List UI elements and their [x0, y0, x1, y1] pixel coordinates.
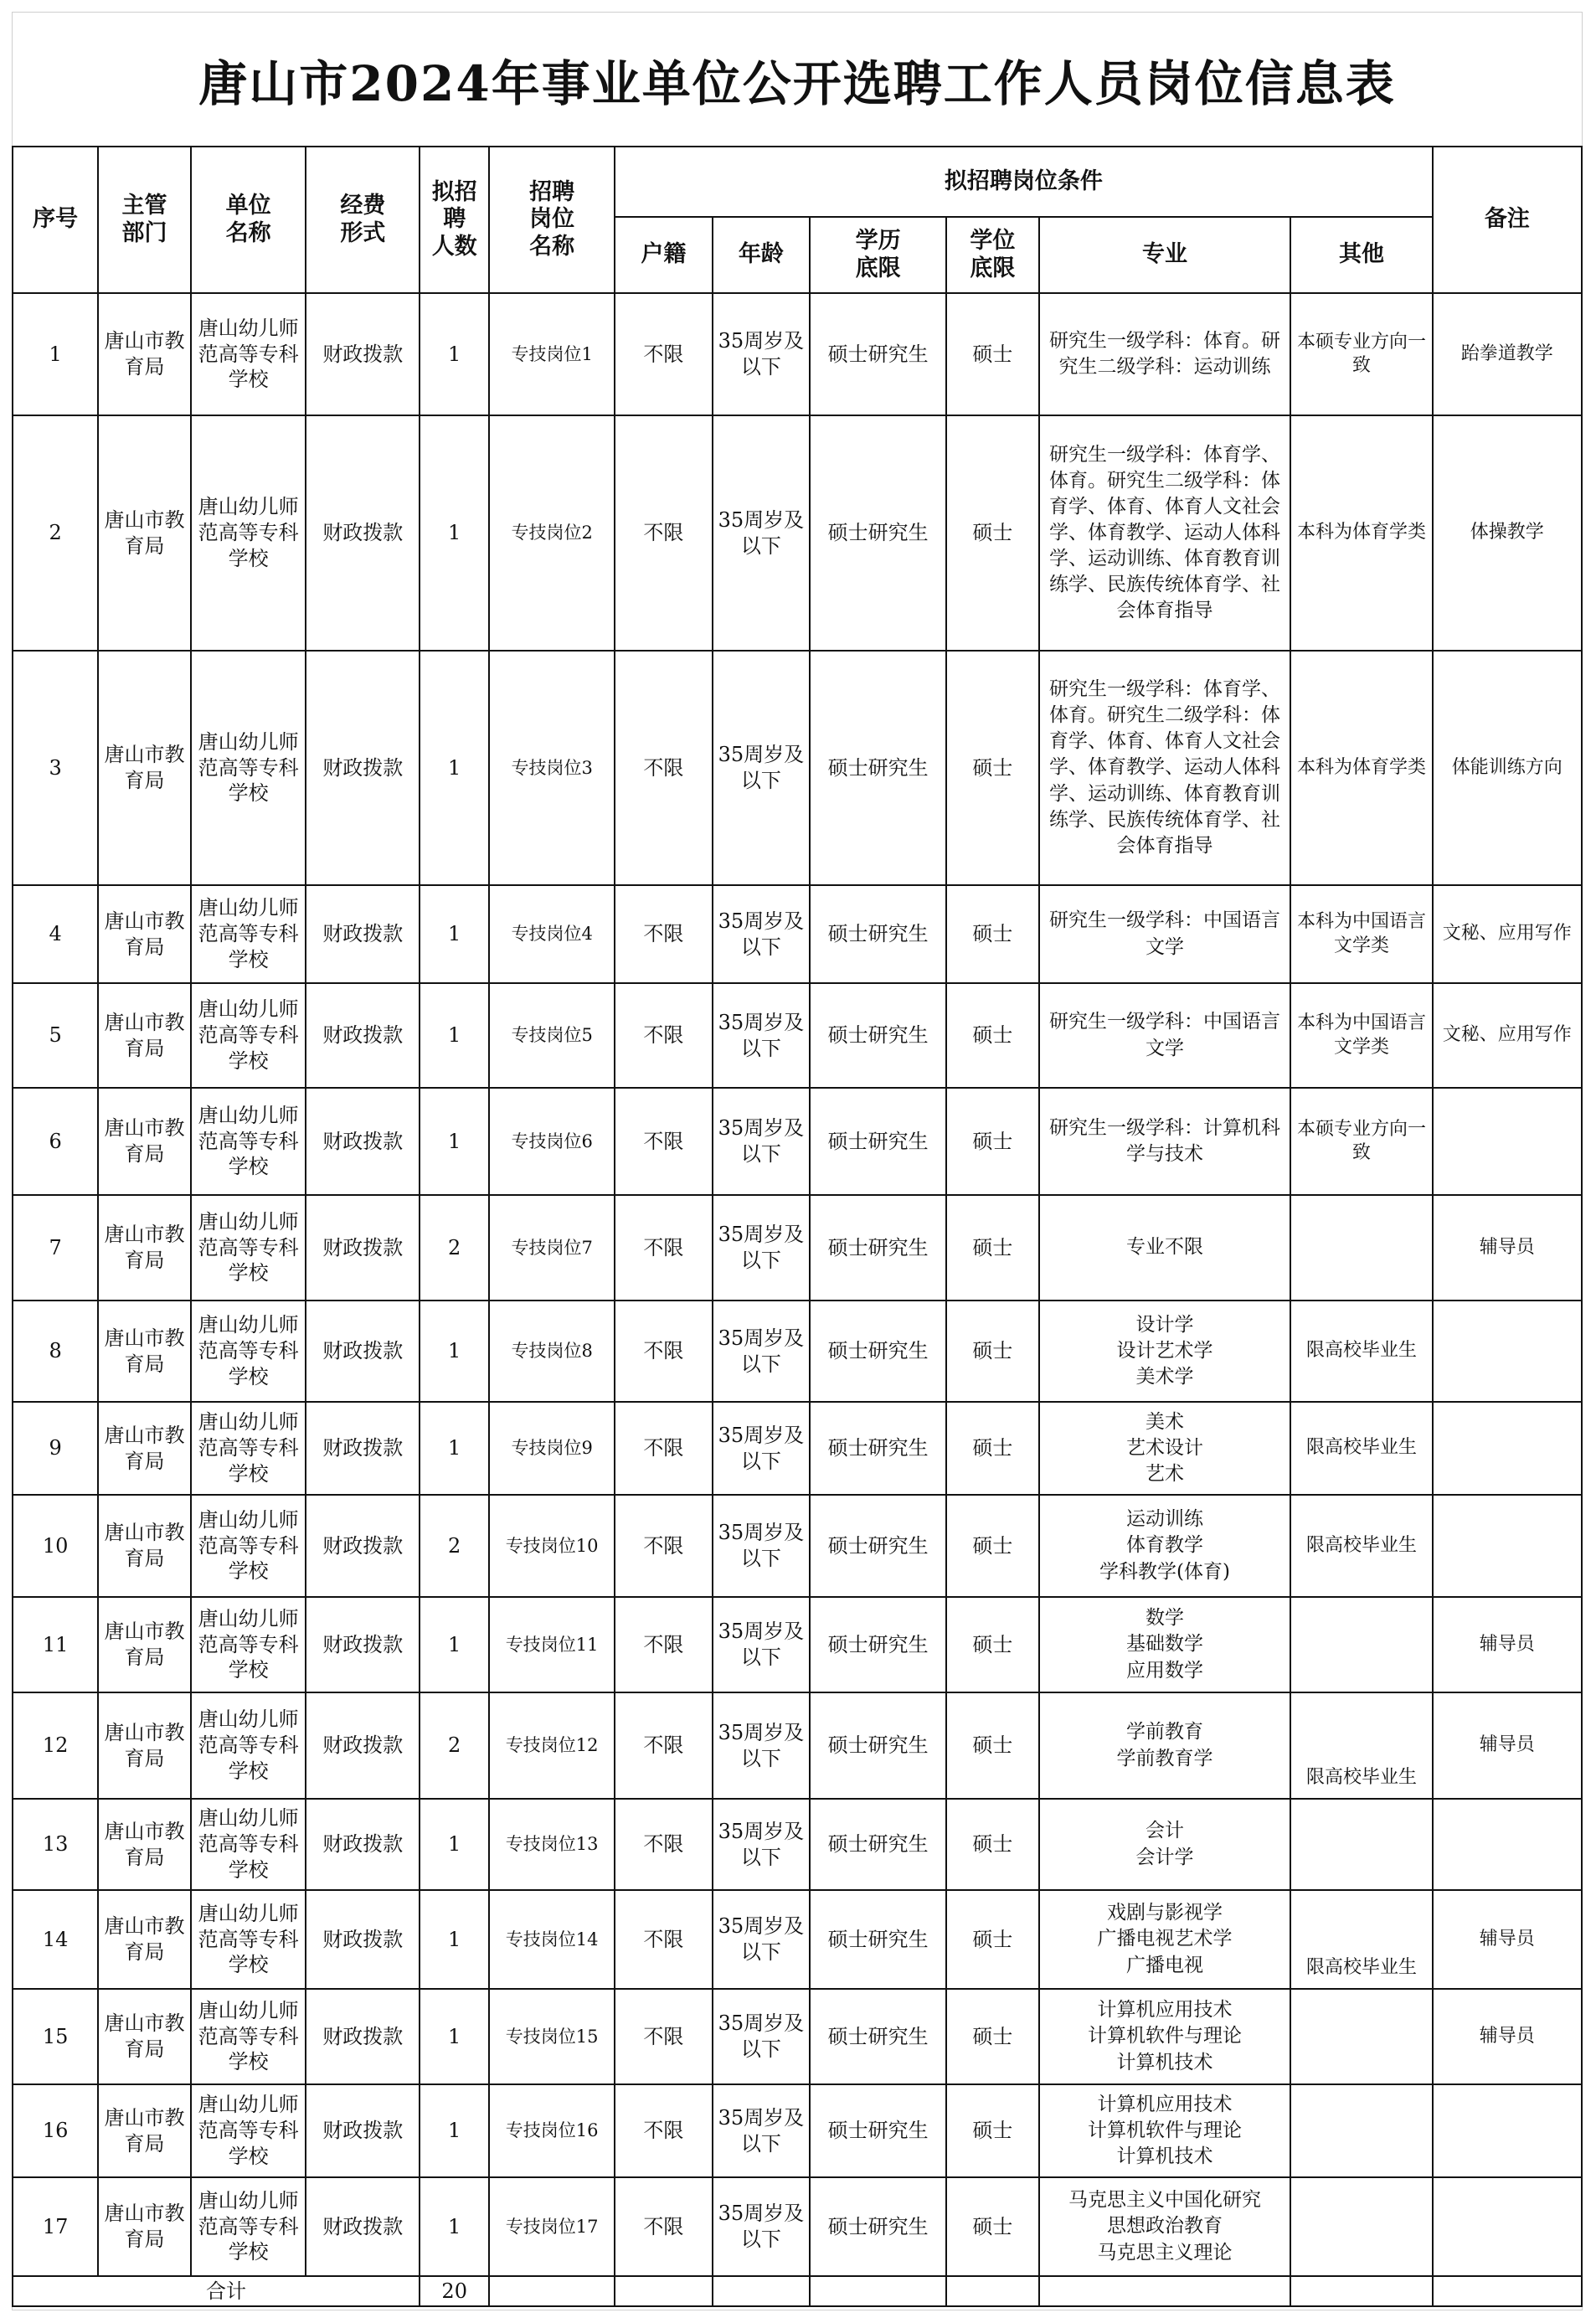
cell-degree: 硕士: [946, 885, 1038, 983]
cell-fund: 财政拨款: [306, 1692, 420, 1799]
header-count: [420, 147, 489, 293]
cell-other: [1290, 1195, 1432, 1301]
cell-post: 专技岗位9: [489, 1402, 615, 1495]
cell-major: 数学 基础数学 应用数学: [1039, 1597, 1291, 1692]
table-row: [13, 1597, 1582, 1692]
cell-hukou: 不限: [615, 983, 712, 1088]
cell-edu: 硕士研究生: [810, 1495, 946, 1597]
cell-other: 本科为体育学类: [1290, 415, 1432, 651]
cell-unit: 唐山幼儿师范高等专科学校: [191, 293, 306, 415]
total-empty-hukou: [615, 2276, 712, 2306]
header-dept-text: 主管 部门: [121, 193, 167, 246]
cell-seq: 11: [13, 1597, 98, 1692]
cell-post: 专技岗位12: [489, 1692, 615, 1799]
table-row: [13, 1195, 1582, 1301]
cell-major: 学前教育 学前教育学: [1039, 1692, 1291, 1799]
cell-unit: 唐山幼儿师范高等专科学校: [191, 1799, 306, 1890]
header-unit: [191, 147, 306, 293]
header-count-text: 拟招 聘 人数: [431, 178, 477, 260]
cell-unit: 唐山幼儿师范高等专科学校: [191, 1692, 306, 1799]
cell-dept: 唐山市教育局: [98, 2084, 190, 2177]
header-other: 其他: [1290, 217, 1432, 293]
total-empty-other: [1290, 2276, 1432, 2306]
cell-degree: 硕士: [946, 1692, 1038, 1799]
cell-hukou: 不限: [615, 415, 712, 651]
table-row: [13, 1301, 1582, 1402]
cell-unit: 唐山幼儿师范高等专科学校: [191, 415, 306, 651]
cell-fund: 财政拨款: [306, 2084, 420, 2177]
table-row: [13, 2177, 1582, 2276]
cell-hukou: 不限: [615, 1799, 712, 1890]
cell-age: 35周岁及以下: [713, 415, 810, 651]
cell-age: 35周岁及以下: [713, 1088, 810, 1195]
cell-major: 研究生一级学科：中国语言文学: [1039, 983, 1291, 1088]
cell-age: 35周岁及以下: [713, 651, 810, 885]
cell-dept: 唐山市教育局: [98, 651, 190, 885]
cell-other: [1290, 1597, 1432, 1692]
cell-edu: 硕士研究生: [810, 415, 946, 651]
total-row: [13, 2276, 1582, 2306]
cell-degree: 硕士: [946, 983, 1038, 1088]
cell-unit: 唐山幼儿师范高等专科学校: [191, 651, 306, 885]
cell-other: 限高校毕业生: [1290, 1692, 1432, 1799]
cell-edu: 硕士研究生: [810, 2177, 946, 2276]
cell-other: 限高校毕业生: [1290, 1890, 1432, 1989]
cell-count: 1: [420, 1402, 489, 1495]
total-label: 合计: [13, 2276, 420, 2306]
header-dept: [98, 147, 190, 293]
cell-other: 本科为体育学类: [1290, 651, 1432, 885]
cell-count: 2: [420, 1495, 489, 1597]
cell-fund: 财政拨款: [306, 1301, 420, 1402]
cell-post: 专技岗位7: [489, 1195, 615, 1301]
cell-note: 体操教学: [1433, 415, 1582, 651]
recruitment-sheet: [12, 12, 1583, 2310]
table-row: [13, 885, 1582, 983]
cell-age: 35周岁及以下: [713, 1195, 810, 1301]
cell-count: 1: [420, 415, 489, 651]
header-edu-text: 学历 底限: [855, 228, 901, 281]
cell-fund: 财政拨款: [306, 1890, 420, 1989]
cell-other: 本科为中国语言文学类: [1290, 983, 1432, 1088]
cell-unit: 唐山幼儿师范高等专科学校: [191, 1402, 306, 1495]
cell-count: 1: [420, 1989, 489, 2084]
total-empty-edu: [810, 2276, 946, 2306]
cell-count: 1: [420, 651, 489, 885]
cell-count: 1: [420, 1597, 489, 1692]
cell-age: 35周岁及以下: [713, 293, 810, 415]
cell-count: 1: [420, 2177, 489, 2276]
cell-hukou: 不限: [615, 1195, 712, 1301]
cell-unit: 唐山幼儿师范高等专科学校: [191, 2177, 306, 2276]
cell-major: 研究生一级学科：中国语言文学: [1039, 885, 1291, 983]
cell-hukou: 不限: [615, 1402, 712, 1495]
cell-other: [1290, 1799, 1432, 1890]
cell-fund: 财政拨款: [306, 885, 420, 983]
cell-age: 35周岁及以下: [713, 2177, 810, 2276]
cell-fund: 财政拨款: [306, 1989, 420, 2084]
cell-fund: 财政拨款: [306, 2177, 420, 2276]
cell-edu: 硕士研究生: [810, 1301, 946, 1402]
cell-age: 35周岁及以下: [713, 2084, 810, 2177]
total-empty-degree: [946, 2276, 1038, 2306]
table-row: [13, 1799, 1582, 1890]
cell-unit: 唐山幼儿师范高等专科学校: [191, 1195, 306, 1301]
cell-age: 35周岁及以下: [713, 1890, 810, 1989]
cell-degree: 硕士: [946, 1195, 1038, 1301]
cell-fund: 财政拨款: [306, 1088, 420, 1195]
page-title: 唐山市2024年事业单位公开选聘工作人员岗位信息表: [198, 54, 1396, 112]
cell-post: 专技岗位4: [489, 885, 615, 983]
header-age: 年龄: [713, 217, 810, 293]
cell-fund: 财政拨款: [306, 1597, 420, 1692]
cell-seq: 1: [13, 293, 98, 415]
cell-hukou: 不限: [615, 651, 712, 885]
cell-unit: 唐山幼儿师范高等专科学校: [191, 1088, 306, 1195]
cell-other: 本科为中国语言文学类: [1290, 885, 1432, 983]
cell-seq: 2: [13, 415, 98, 651]
cell-age: 35周岁及以下: [713, 1799, 810, 1890]
cell-other: 限高校毕业生: [1290, 1301, 1432, 1402]
cell-seq: 7: [13, 1195, 98, 1301]
cell-note: 文秘、应用写作: [1433, 983, 1582, 1088]
cell-seq: 10: [13, 1495, 98, 1597]
table-row: [13, 293, 1582, 415]
cell-degree: 硕士: [946, 651, 1038, 885]
table-row: [13, 1088, 1582, 1195]
cell-major: 美术 艺术设计 艺术: [1039, 1402, 1291, 1495]
cell-note: [1433, 1402, 1582, 1495]
cell-seq: 3: [13, 651, 98, 885]
cell-count: 1: [420, 983, 489, 1088]
cell-degree: 硕士: [946, 1989, 1038, 2084]
cell-edu: 硕士研究生: [810, 1402, 946, 1495]
cell-count: 1: [420, 1799, 489, 1890]
header-hukou: 户籍: [615, 217, 712, 293]
cell-unit: 唐山幼儿师范高等专科学校: [191, 1890, 306, 1989]
cell-other: [1290, 2084, 1432, 2177]
cell-age: 35周岁及以下: [713, 1402, 810, 1495]
cell-unit: 唐山幼儿师范高等专科学校: [191, 983, 306, 1088]
table-row: [13, 2084, 1582, 2177]
cell-unit: 唐山幼儿师范高等专科学校: [191, 1597, 306, 1692]
cell-note: 体能训练方向: [1433, 651, 1582, 885]
cell-dept: 唐山市教育局: [98, 1890, 190, 1989]
cell-major: 专业不限: [1039, 1195, 1291, 1301]
cell-note: [1433, 2084, 1582, 2177]
cell-dept: 唐山市教育局: [98, 1692, 190, 1799]
cell-note: [1433, 1301, 1582, 1402]
cell-count: 1: [420, 885, 489, 983]
cell-count: 1: [420, 293, 489, 415]
cell-age: 35周岁及以下: [713, 1495, 810, 1597]
cell-unit: 唐山幼儿师范高等专科学校: [191, 1301, 306, 1402]
cell-post: 专技岗位15: [489, 1989, 615, 2084]
cell-seq: 17: [13, 2177, 98, 2276]
cell-seq: 15: [13, 1989, 98, 2084]
table-row: [13, 1890, 1582, 1989]
cell-unit: 唐山幼儿师范高等专科学校: [191, 1495, 306, 1597]
cell-edu: 硕士研究生: [810, 1195, 946, 1301]
cell-count: 1: [420, 1301, 489, 1402]
cell-degree: 硕士: [946, 2177, 1038, 2276]
cell-seq: 5: [13, 983, 98, 1088]
cell-post: 专技岗位2: [489, 415, 615, 651]
header-degree: [946, 217, 1038, 293]
cell-dept: 唐山市教育局: [98, 2177, 190, 2276]
cell-fund: 财政拨款: [306, 1495, 420, 1597]
cell-post: 专技岗位8: [489, 1301, 615, 1402]
cell-post: 专技岗位13: [489, 1799, 615, 1890]
total-empty-post: [489, 2276, 615, 2306]
cell-note: [1433, 1088, 1582, 1195]
cell-age: 35周岁及以下: [713, 885, 810, 983]
cell-edu: 硕士研究生: [810, 1692, 946, 1799]
cell-edu: 硕士研究生: [810, 1799, 946, 1890]
cell-degree: 硕士: [946, 1495, 1038, 1597]
cell-count: 1: [420, 1088, 489, 1195]
table-row: [13, 983, 1582, 1088]
cell-other: [1290, 1989, 1432, 2084]
cell-note: 文秘、应用写作: [1433, 885, 1582, 983]
cell-note: [1433, 2177, 1582, 2276]
cell-hukou: 不限: [615, 1088, 712, 1195]
cell-major: 运动训练 体育教学 学科教学(体育): [1039, 1495, 1291, 1597]
cell-hukou: 不限: [615, 1989, 712, 2084]
cell-note: 辅导员: [1433, 1692, 1582, 1799]
header-major: 专业: [1039, 217, 1291, 293]
cell-fund: 财政拨款: [306, 651, 420, 885]
header-unit-text: 单位 名称: [225, 193, 271, 246]
header-seq: 序号: [13, 147, 98, 293]
cell-degree: 硕士: [946, 1799, 1038, 1890]
cell-seq: 6: [13, 1088, 98, 1195]
cell-seq: 9: [13, 1402, 98, 1495]
cell-hukou: 不限: [615, 2084, 712, 2177]
cell-age: 35周岁及以下: [713, 983, 810, 1088]
cell-dept: 唐山市教育局: [98, 983, 190, 1088]
cell-major: 计算机应用技术 计算机软件与理论 计算机技术: [1039, 1989, 1291, 2084]
cell-edu: 硕士研究生: [810, 651, 946, 885]
cell-seq: 14: [13, 1890, 98, 1989]
cell-major: 会计 会计学: [1039, 1799, 1291, 1890]
cell-dept: 唐山市教育局: [98, 1301, 190, 1402]
header-fund-text: 经费 形式: [340, 193, 386, 246]
cell-age: 35周岁及以下: [713, 1597, 810, 1692]
cell-dept: 唐山市教育局: [98, 1195, 190, 1301]
cell-major: 研究生一级学科：体育学、体育。研究生二级学科：体育学、体育、体育人文社会学、体育教学、运动人体科学、运动训练、体育教育训练学、民族传统体育学、社会体育指导: [1039, 415, 1291, 651]
cell-degree: 硕士: [946, 2084, 1038, 2177]
cell-age: 35周岁及以下: [713, 1301, 810, 1402]
cell-fund: 财政拨款: [306, 1799, 420, 1890]
cell-post: 专技岗位5: [489, 983, 615, 1088]
cell-seq: 16: [13, 2084, 98, 2177]
cell-dept: 唐山市教育局: [98, 415, 190, 651]
total-empty-note: [1433, 2276, 1582, 2306]
cell-edu: 硕士研究生: [810, 1088, 946, 1195]
table-row: [13, 651, 1582, 885]
cell-post: 专技岗位17: [489, 2177, 615, 2276]
total-empty-age: [713, 2276, 810, 2306]
cell-dept: 唐山市教育局: [98, 1402, 190, 1495]
cell-degree: 硕士: [946, 1890, 1038, 1989]
cell-hukou: 不限: [615, 885, 712, 983]
table-row: [13, 1402, 1582, 1495]
cell-major: 马克思主义中国化研究 思想政治教育 马克思主义理论: [1039, 2177, 1291, 2276]
cell-dept: 唐山市教育局: [98, 885, 190, 983]
header-note: 备注: [1433, 147, 1582, 293]
cell-post: 专技岗位16: [489, 2084, 615, 2177]
cell-dept: 唐山市教育局: [98, 1495, 190, 1597]
table-row: [13, 1989, 1582, 2084]
total-empty-major: [1039, 2276, 1291, 2306]
cell-other: 限高校毕业生: [1290, 1402, 1432, 1495]
cell-age: 35周岁及以下: [713, 1692, 810, 1799]
cell-dept: 唐山市教育局: [98, 1989, 190, 2084]
cell-major: 设计学 设计艺术学 美术学: [1039, 1301, 1291, 1402]
cell-degree: 硕士: [946, 1597, 1038, 1692]
cell-other: 本硕专业方向一致: [1290, 293, 1432, 415]
cell-edu: 硕士研究生: [810, 885, 946, 983]
cell-note: [1433, 1799, 1582, 1890]
position-table: [12, 146, 1583, 2307]
cell-degree: 硕士: [946, 1402, 1038, 1495]
cell-hukou: 不限: [615, 293, 712, 415]
cell-dept: 唐山市教育局: [98, 1088, 190, 1195]
cell-hukou: 不限: [615, 1890, 712, 1989]
cell-edu: 硕士研究生: [810, 1989, 946, 2084]
cell-fund: 财政拨款: [306, 1195, 420, 1301]
cell-post: 专技岗位14: [489, 1890, 615, 1989]
cell-unit: 唐山幼儿师范高等专科学校: [191, 885, 306, 983]
cell-count: 2: [420, 1195, 489, 1301]
cell-other: 本硕专业方向一致: [1290, 1088, 1432, 1195]
cell-post: 专技岗位3: [489, 651, 615, 885]
header-fund: [306, 147, 420, 293]
cell-other: [1290, 2177, 1432, 2276]
cell-seq: 13: [13, 1799, 98, 1890]
header-conditions: 拟招聘岗位条件: [615, 147, 1433, 217]
cell-hukou: 不限: [615, 2177, 712, 2276]
cell-count: 2: [420, 1692, 489, 1799]
cell-fund: 财政拨款: [306, 1402, 420, 1495]
cell-hukou: 不限: [615, 1301, 712, 1402]
cell-edu: 硕士研究生: [810, 1597, 946, 1692]
cell-major: 计算机应用技术 计算机软件与理论 计算机技术: [1039, 2084, 1291, 2177]
cell-age: 35周岁及以下: [713, 1989, 810, 2084]
cell-degree: 硕士: [946, 415, 1038, 651]
cell-note: 辅导员: [1433, 1597, 1582, 1692]
cell-post: 专技岗位1: [489, 293, 615, 415]
cell-note: 辅导员: [1433, 1989, 1582, 2084]
table-row: [13, 1692, 1582, 1799]
cell-fund: 财政拨款: [306, 293, 420, 415]
total-count: 20: [420, 2276, 489, 2306]
header-post-text: 招聘 岗位 名称: [529, 178, 575, 260]
cell-dept: 唐山市教育局: [98, 1799, 190, 1890]
cell-dept: 唐山市教育局: [98, 293, 190, 415]
cell-major: 研究生一级学科：体育学、体育。研究生二级学科：体育学、体育、体育人文社会学、体育教学、运动人体科学、运动训练、体育教育训练学、民族传统体育学、社会体育指导: [1039, 651, 1291, 885]
cell-note: 跆拳道教学: [1433, 293, 1582, 415]
cell-dept: 唐山市教育局: [98, 1597, 190, 1692]
cell-major: 戏剧与影视学 广播电视艺术学 广播电视: [1039, 1890, 1291, 1989]
cell-count: 1: [420, 1890, 489, 1989]
table-row: [13, 415, 1582, 651]
cell-note: 辅导员: [1433, 1890, 1582, 1989]
cell-note: 辅导员: [1433, 1195, 1582, 1301]
cell-fund: 财政拨款: [306, 415, 420, 651]
cell-post: 专技岗位6: [489, 1088, 615, 1195]
header-degree-text: 学位 底限: [970, 228, 1016, 281]
cell-unit: 唐山幼儿师范高等专科学校: [191, 1989, 306, 2084]
cell-major: 研究生一级学科：体育。研究生二级学科：运动训练: [1039, 293, 1291, 415]
table-row: [13, 1495, 1582, 1597]
cell-note: [1433, 1495, 1582, 1597]
cell-hukou: 不限: [615, 1495, 712, 1597]
header-edu: [810, 217, 946, 293]
cell-hukou: 不限: [615, 1692, 712, 1799]
cell-edu: 硕士研究生: [810, 2084, 946, 2177]
cell-degree: 硕士: [946, 1088, 1038, 1195]
cell-fund: 财政拨款: [306, 983, 420, 1088]
cell-major: 研究生一级学科：计算机科学与技术: [1039, 1088, 1291, 1195]
cell-other: 限高校毕业生: [1290, 1495, 1432, 1597]
cell-edu: 硕士研究生: [810, 983, 946, 1088]
cell-unit: 唐山幼儿师范高等专科学校: [191, 2084, 306, 2177]
cell-count: 1: [420, 2084, 489, 2177]
cell-seq: 8: [13, 1301, 98, 1402]
cell-post: 专技岗位11: [489, 1597, 615, 1692]
cell-degree: 硕士: [946, 1301, 1038, 1402]
cell-seq: 4: [13, 885, 98, 983]
cell-degree: 硕士: [946, 293, 1038, 415]
cell-edu: 硕士研究生: [810, 293, 946, 415]
cell-seq: 12: [13, 1692, 98, 1799]
table-body: [13, 293, 1582, 2306]
cell-edu: 硕士研究生: [810, 1890, 946, 1989]
cell-post: 专技岗位10: [489, 1495, 615, 1597]
header-post: [489, 147, 615, 293]
cell-hukou: 不限: [615, 1597, 712, 1692]
